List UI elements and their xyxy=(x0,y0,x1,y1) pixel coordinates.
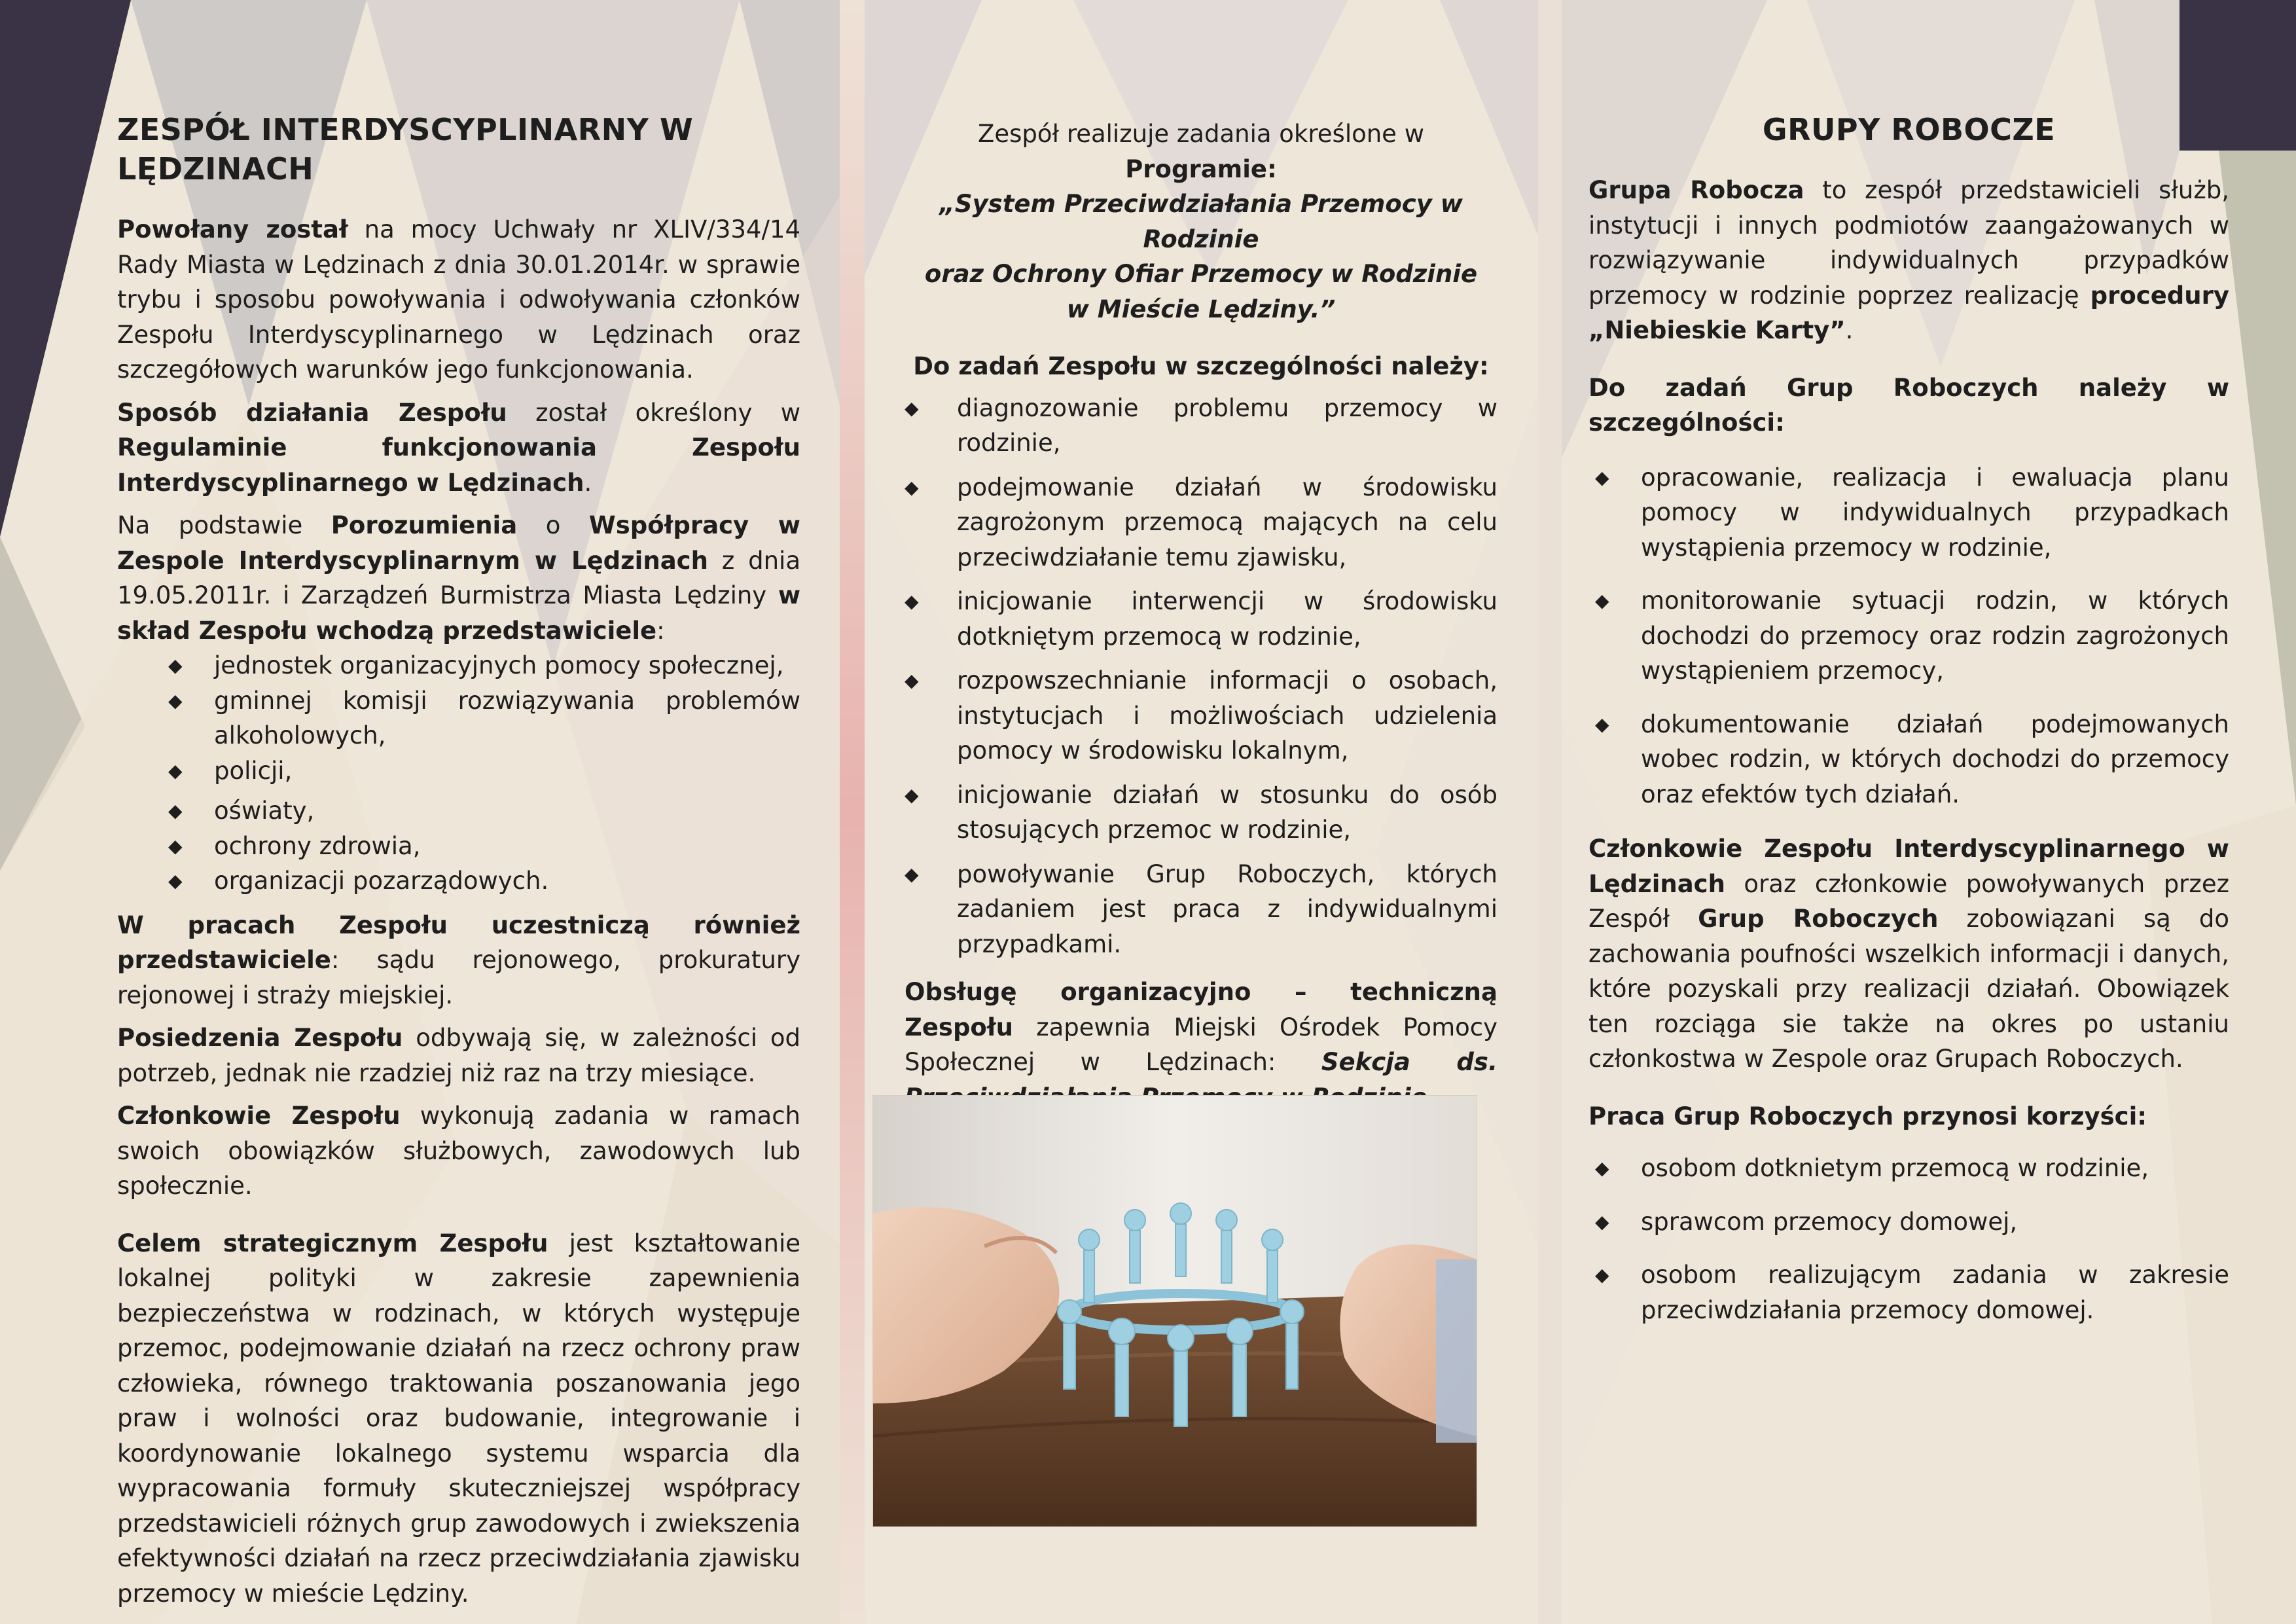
list-item-text: ochrony zdrowia, xyxy=(214,831,421,860)
list-item xyxy=(1588,1204,2229,1240)
list-item-text: diagnozowanie problemu przemocy w rodzinie, xyxy=(957,393,1498,457)
bold-text: Porozumienia xyxy=(331,511,518,539)
bold-text: Grup Roboczych xyxy=(1698,905,1939,933)
list-item xyxy=(117,683,800,753)
bold-text: Współpracy w Zespole Interdyscyplinarnym w Lędzinach xyxy=(117,511,800,575)
list-item-text: jednostek organizacyjnych pomocy społecznej, xyxy=(214,651,784,679)
body-text: : xyxy=(656,616,665,645)
bold-italic-text: Sekcja ds. xyxy=(1321,1048,1498,1076)
list-item xyxy=(117,753,800,789)
paragraph-service xyxy=(905,975,1498,1115)
body-text: o xyxy=(517,511,589,539)
list-item-text: powoływanie Grup Roboczych, których zadaniem jest praca z indywidualnymi przypadkami. xyxy=(957,859,1498,958)
diamond-bullet-icon: ◆ xyxy=(168,835,183,857)
list-item xyxy=(905,857,1498,962)
bold-text: Członkowie Zespołu Interdyscyplinarnego w Lędzinach xyxy=(1588,835,2229,898)
diamond-bullet-icon: ◆ xyxy=(905,397,919,419)
list-item xyxy=(905,663,1498,768)
list-item-text: rozpowszechnianie informacji o osobach, instytucjach i możliwościach udzielenia pomocy w środowisku lokalnym, xyxy=(957,666,1498,765)
list-item xyxy=(905,584,1498,654)
body-text: Na podstawie xyxy=(117,511,331,539)
bold-text: Celem strategicznym Zespołu xyxy=(117,1229,548,1257)
section-heading-zespol: ZESPÓŁ INTERDYSCYPLINARNY W LĘDZINACH xyxy=(117,112,694,187)
body-text: wykonują zadania w ramach swoich obowiązków służbowych, zawodowych lub społecznie. xyxy=(117,1102,800,1200)
spacer xyxy=(1588,356,2229,370)
body-text: został określony w xyxy=(507,398,800,427)
list-item-text: sprawcom przemocy domowej, xyxy=(1641,1207,2018,1236)
diamond-bullet-icon: ◆ xyxy=(905,670,919,691)
list-item-text: dokumentowanie działań podejmowanych wobec rodzin, w których dochodzi do przemocy oraz efektów tych działań. xyxy=(1641,710,2229,808)
list-item xyxy=(1588,707,2229,812)
paragraph-members-duties xyxy=(117,1098,800,1204)
body-text: . xyxy=(584,468,592,497)
diamond-bullet-icon: ◆ xyxy=(168,689,183,712)
paragraph-working-group xyxy=(1588,173,2229,348)
list-item xyxy=(905,470,1498,575)
body-text: . xyxy=(1845,316,1854,344)
diamond-bullet-icon: ◆ xyxy=(1595,466,1609,488)
diamond-bullet-icon: ◆ xyxy=(1595,1210,1609,1233)
diamond-bullet-icon: ◆ xyxy=(168,655,183,676)
list-item xyxy=(905,391,1498,461)
diamond-bullet-icon: ◆ xyxy=(168,759,183,782)
list-item xyxy=(117,793,800,829)
bold-text: Sposób działania Zespołu xyxy=(117,398,507,427)
body-text: zobowiązani są do zachowania poufności wszelkich informacji i danych, które pozyskali przy realizacji działań. Obowiązek ten rozciąga sie także na okres po ustaniu członkostwa w Zespole oraz Grupach Roboczych. xyxy=(1588,905,2229,1073)
body-text: : sądu rejonowego, prokuratury rejonowej i straży miejskiej. xyxy=(117,946,800,1009)
bold-text: Członkowie Zespołu xyxy=(117,1102,401,1130)
program-title-line: „System Przeciwdziałania Przemocy w Rodzinie xyxy=(939,190,1463,253)
bold-text: Posiedzenia Zespołu xyxy=(117,1024,403,1052)
list-item-text: oświaty, xyxy=(214,797,315,825)
list-item xyxy=(905,778,1498,848)
bold-text: Do zadań Zespołu w szczególności należy: xyxy=(913,352,1489,380)
diamond-bullet-icon: ◆ xyxy=(905,863,919,885)
list-item-text: organizacji pozarządowych. xyxy=(214,867,549,895)
diamond-bullet-icon: ◆ xyxy=(905,784,919,806)
list-item xyxy=(117,829,800,864)
paragraph-agreement xyxy=(117,508,800,648)
photo-illustration xyxy=(873,1096,1477,1526)
bold-text: w skład Zespołu wchodzą przedstawiciele xyxy=(117,581,800,645)
paragraph-program-intro xyxy=(905,117,1498,187)
group-tasks-list xyxy=(1588,460,2229,812)
bold-text: Praca Grup Roboczych przynosi korzyści: xyxy=(1588,1102,2147,1130)
program-title-line: w Mieście Lędziny.” xyxy=(1066,295,1336,323)
body-text: zapewnia Miejski Ośrodek Pomocy Społecznej w Lędzinach: xyxy=(905,1013,1498,1076)
diamond-bullet-icon: ◆ xyxy=(905,476,919,498)
program-title-line: oraz Ochrony Ofiar Przemocy w Rodzinie xyxy=(924,260,1478,288)
body-text: to zespół przedstawicieli służb, instytucji i innych podmiotów zaangażowanych w rozwiązywanie indywidualnych przypadków przemocy w rodzinie poprzez realizację xyxy=(1588,176,2229,310)
tasks-heading xyxy=(905,349,1498,384)
tasks-list xyxy=(905,391,1498,962)
bold-text: Grupa Robocza xyxy=(1588,176,1804,204)
diamond-bullet-icon: ◆ xyxy=(1595,1157,1609,1179)
benefits-list xyxy=(1588,1151,2229,1327)
list-item-text: monitorowanie sytuacji rodzin, w których dochodzi do przemocy oraz rodzin zagrożonych wystąpieniem przemocy, xyxy=(1641,586,2229,685)
diamond-bullet-icon: ◆ xyxy=(1595,1264,1609,1286)
bold-text: procedury „Niebieskie Karty” xyxy=(1588,281,2229,344)
list-item-text: opracowanie, realizacja i ewaluacja planu pomocy w indywidualnych przypadkach wystąpienia przemocy w rodzinie, xyxy=(1641,463,2229,562)
tasks-heading xyxy=(1588,370,2229,441)
members-list xyxy=(117,648,800,899)
bold-text: Programie: xyxy=(1125,154,1277,183)
diamond-bullet-icon: ◆ xyxy=(905,590,919,612)
paragraph-strategic-goal xyxy=(117,1226,800,1612)
list-item xyxy=(1588,1151,2229,1186)
list-item-text: gminnej komisji rozwiązywania problemów alkoholowych, xyxy=(214,686,800,749)
list-item xyxy=(1588,1257,2229,1327)
panel-left xyxy=(29,0,840,1624)
list-item xyxy=(1588,460,2229,566)
paragraph-confidentiality xyxy=(1588,831,2229,1077)
spacer xyxy=(117,1212,800,1226)
body-text: Zespół realizuje zadania określone w xyxy=(978,120,1424,148)
list-item-text: inicjowanie działań w stosunku do osób stosujących przemoc w rodzinie, xyxy=(957,780,1498,844)
panel-right xyxy=(1561,0,2265,1624)
body-text: na mocy Uchwały nr XLIV/334/14 Rady Miasta w Lędzinach z dnia 30.01.2014r. w sprawie trybu i sposobu powoływania i odwoływania członków Zespołu Interdyscyplinarnego w Lędzinach oraz szczegółowych warunków jego funkcjonowania. xyxy=(117,215,800,384)
hands-paper-people-photo xyxy=(872,1095,1477,1527)
list-item-text: podejmowanie działań w środowisku zagrożonym przemocą mających na celu przeciwdziałanie temu zjawisku, xyxy=(957,473,1498,571)
bold-text: Powołany został xyxy=(117,215,348,244)
body-text: z dnia 19.05.2011r. i Zarządzeń Burmistrza Miasta Lędziny xyxy=(117,546,800,609)
diamond-bullet-icon: ◆ xyxy=(168,800,183,821)
spacer xyxy=(1588,1085,2229,1099)
body-text: jest kształtowanie lokalnej polityki w zakresie zapewnienia bezpieczeństwa w rodzinach, w których występuje przemoc, podejmowanie działań na rzecz ochrony praw człowieka, równego traktowania poszanowania jego praw i wolności oraz budowanie, integrowanie i koordynowanie lokalnego systemu wsparcia dla wypracowania formuły skuteczniejszej współpracy przedstawicieli różnych grup zawodowych i zwiekszenia efektywności działań na rzecz przeciwdziałania zjawisku przemocy w mieście Lędziny. xyxy=(117,1229,800,1608)
program-title xyxy=(905,187,1498,327)
paragraph-meetings xyxy=(117,1020,800,1091)
body-text: oraz członkowie powoływanych przez Zespół xyxy=(1588,869,2229,933)
list-item xyxy=(117,863,800,899)
bold-text: W pracach Zespołu uczestniczą również przedstawiciele xyxy=(117,911,800,974)
list-item xyxy=(117,648,800,683)
bold-text: Do zadań Grup Roboczych należy w szczególności: xyxy=(1588,373,2229,437)
bold-text: Obsługę organizacyjno – techniczną Zespołu xyxy=(905,978,1498,1041)
paragraph-participants xyxy=(117,908,800,1013)
benefits-heading xyxy=(1588,1099,2229,1134)
list-item-text: osobom realizującym zadania w zakresie przeciwdziałania przemocy domowej. xyxy=(1641,1261,2229,1324)
paragraph-method xyxy=(117,395,800,501)
bold-text: Regulaminie funkcjonowania Zespołu Interdyscyplinarnego w Lędzinach xyxy=(117,433,800,497)
list-item-text: inicjowanie interwencji w środowisku dotkniętym przemocą w rodzinie, xyxy=(957,587,1498,651)
list-item xyxy=(1588,583,2229,689)
diamond-bullet-icon: ◆ xyxy=(168,870,183,892)
diamond-bullet-icon: ◆ xyxy=(1595,713,1609,735)
paragraph-established xyxy=(117,212,800,388)
section-heading-grupy: GRUPY ROBOCZE xyxy=(1762,112,2056,147)
list-item-text: policji, xyxy=(214,756,293,785)
diamond-bullet-icon: ◆ xyxy=(1595,590,1609,611)
body-text: odbywają się, w zależności od potrzeb, jednak nie rzadziej niż raz na trzy miesiące. xyxy=(117,1024,800,1087)
list-item-text: osobom dotknietym przemocą w rodzinie, xyxy=(1641,1154,2149,1182)
